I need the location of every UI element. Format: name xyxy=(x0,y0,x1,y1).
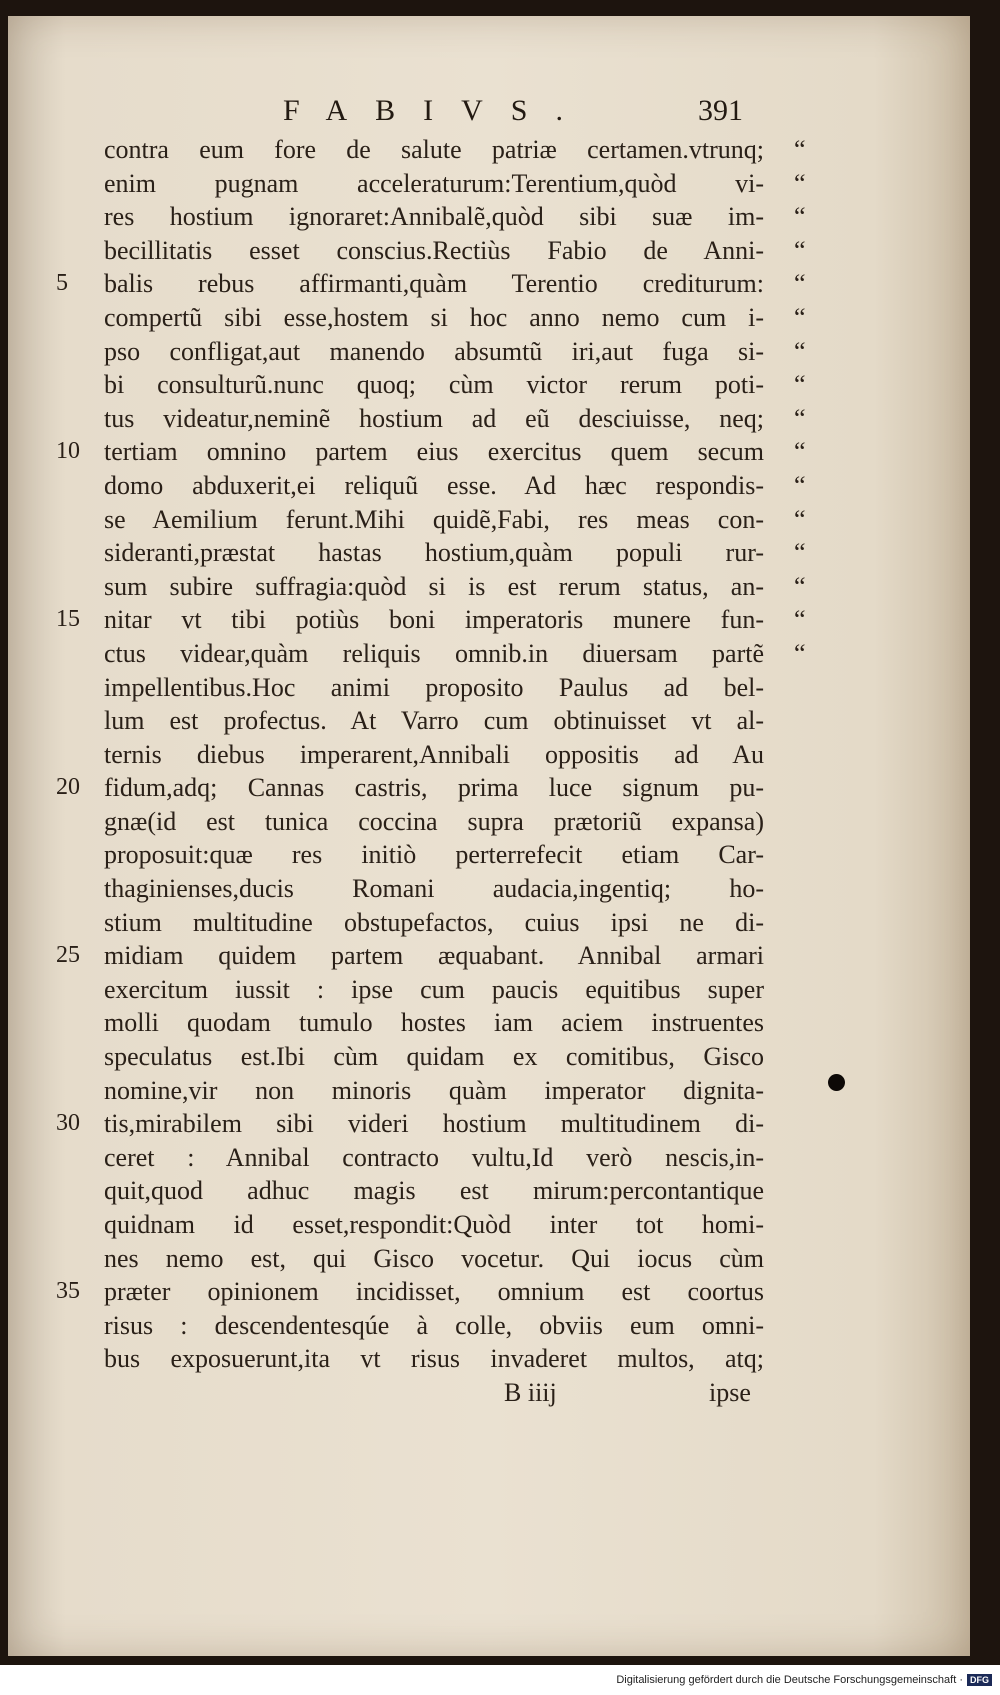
text-line xyxy=(104,200,806,234)
catchword: ipse xyxy=(709,1377,751,1407)
line-text: quidnam id esset,respondit:Quòd inter tot homi- xyxy=(104,1210,764,1239)
line-text: tis,mirabilem sibi videri hostium multitudinem di- xyxy=(104,1109,764,1139)
line-text: nomine,vir non minoris quàm imperator dignita- xyxy=(104,1075,764,1105)
text-line xyxy=(104,167,806,201)
line-text: speculatus est.Ibi cùm quidam ex comitibus, Gisco xyxy=(104,1042,764,1072)
line-text: sum subire suffragia:quòd si is est rerum status, an- xyxy=(104,571,764,601)
line-text: enim pugnam acceleraturum:Terentium,quòd vi- xyxy=(104,168,764,198)
text-line xyxy=(104,1040,764,1074)
text-line xyxy=(104,738,764,772)
line-text: molli quodam tumulo hostes iam aciem instruentes xyxy=(104,1008,764,1038)
line-text: becillitatis esset conscius.Rectiùs Fabio de Anni- xyxy=(104,235,764,265)
text-line xyxy=(104,335,806,369)
text-line xyxy=(104,805,764,839)
line-text: lum est profectus. At Varro cum obtinuisset vt al- xyxy=(104,706,764,736)
line-text: gnæ(id est tunica coccina supra prætoriũ expansa) xyxy=(104,806,764,836)
line-text: fidum,adq; Cannas castris, prima luce signum pu- xyxy=(104,773,764,803)
text-line xyxy=(104,1174,764,1208)
line-text: stium multitudine obstupefactos, cuius ipsi ne di- xyxy=(104,907,764,937)
book-page xyxy=(8,16,970,1656)
quotation-mark: “ xyxy=(794,470,806,500)
text-line xyxy=(104,872,764,906)
quotation-mark: “ xyxy=(794,538,806,568)
line-text: quit,quod adhuc magis est mirum:percontantique xyxy=(104,1176,764,1206)
line-number: 10 xyxy=(56,438,80,465)
line-text: res hostium ignoraret:Annibalẽ,quòd sibi suæ im- xyxy=(104,202,764,232)
line-text: contra eum fore de salute patriæ certamen.vtrunq; xyxy=(104,135,764,164)
quotation-mark: “ xyxy=(794,302,806,332)
dfg-logo: DFG xyxy=(967,1674,992,1686)
text-line xyxy=(104,973,764,1007)
text-line xyxy=(56,1107,764,1141)
line-text: nes nemo est, qui Gisco vocetur. Qui iocus cùm xyxy=(104,1243,764,1273)
quotation-mark: “ xyxy=(794,638,806,668)
quotation-mark: “ xyxy=(794,235,806,265)
line-text: domo abduxerit,ei reliquũ esse. Ad hæc respondis- xyxy=(104,470,764,500)
quotation-mark: “ xyxy=(794,135,806,164)
quotation-mark: “ xyxy=(794,269,806,299)
line-text: pso confligat,aut manendo absumtũ iri,aut fuga si- xyxy=(104,336,764,366)
text-line xyxy=(56,435,806,469)
line-text: thaginienses,ducis Romani audacia,ingentiq; ho- xyxy=(104,874,764,904)
line-text: exercitum iussit : ipse cum paucis equitibus super xyxy=(104,974,764,1004)
text-line xyxy=(104,1141,764,1175)
quotation-mark: “ xyxy=(794,168,806,198)
line-number: 20 xyxy=(56,774,80,801)
text-line xyxy=(104,133,806,167)
line-text: bus exposuerunt,ita vt risus invaderet multos, atq; xyxy=(104,1344,764,1374)
line-text: nitar vt tibi potiùs boni imperatoris munere fun- xyxy=(104,605,764,635)
line-number: 30 xyxy=(56,1110,80,1137)
line-text: tertiam omnino partem eius exercitus quem secum xyxy=(104,437,764,467)
page-number: 391 xyxy=(698,94,743,127)
catchword-line xyxy=(104,1376,764,1410)
text-line xyxy=(104,704,764,738)
line-text: proposuit:quæ res initiò perterrefecit etiam Car- xyxy=(104,840,764,870)
line-text: bi consulturũ.nunc quoq; cùm victor rerum poti- xyxy=(104,370,764,400)
quotation-mark: “ xyxy=(794,403,806,433)
line-number: 5 xyxy=(56,270,68,297)
text-block xyxy=(56,133,806,1410)
line-text: se Aemilium ferunt.Mihi quidẽ,Fabi, res meas con- xyxy=(104,504,764,534)
text-line xyxy=(104,1208,764,1242)
text-line xyxy=(104,503,806,537)
line-number: 35 xyxy=(56,1278,80,1305)
quotation-mark: “ xyxy=(794,202,806,232)
quotation-mark: “ xyxy=(794,605,806,635)
footer xyxy=(616,1674,992,1686)
text-line xyxy=(104,234,806,268)
text-line xyxy=(104,1074,764,1108)
quotation-mark: “ xyxy=(794,437,806,467)
text-line xyxy=(104,637,806,671)
text-line xyxy=(104,838,764,872)
quotation-mark: “ xyxy=(794,370,806,400)
text-line xyxy=(56,1275,764,1309)
text-line xyxy=(104,1006,764,1040)
text-line xyxy=(104,469,806,503)
line-text: midiam quidem partem æquabant. Annibal armari xyxy=(104,941,764,971)
text-line xyxy=(104,906,764,940)
text-line xyxy=(104,570,806,604)
quotation-mark: “ xyxy=(794,571,806,601)
text-line xyxy=(104,1242,764,1276)
line-text: impellentibus.Hoc animi proposito Paulus ad bel- xyxy=(104,672,764,702)
line-text: compertũ sibi esse,hostem si hoc anno nemo cum i- xyxy=(104,302,764,332)
line-text: risus : descendentesqúe à colle, obviis eum omni- xyxy=(104,1310,764,1340)
text-line xyxy=(104,368,806,402)
text-line xyxy=(104,402,806,436)
line-number: 25 xyxy=(56,942,80,969)
text-line xyxy=(56,603,806,637)
quotation-mark: “ xyxy=(794,504,806,534)
text-line xyxy=(56,939,764,973)
line-text: præter opinionem incidisset, omnium est coortus xyxy=(104,1277,764,1307)
line-number: 15 xyxy=(56,606,80,633)
signature-mark: B iiij xyxy=(504,1377,557,1407)
footer-text: Digitalisierung gefördert durch die Deutsche Forschungsgemeinschaft · xyxy=(616,1674,963,1686)
text-line xyxy=(104,1309,764,1343)
text-line xyxy=(104,671,764,705)
line-text: tus videatur,neminẽ hostium ad eũ desciuisse, neq; xyxy=(104,403,764,433)
line-text: sideranti,præstat hastas hostium,quàm populi rur- xyxy=(104,538,764,568)
text-line xyxy=(104,536,806,570)
ink-dot xyxy=(828,1074,845,1091)
text-line xyxy=(56,771,764,805)
quotation-mark: “ xyxy=(794,336,806,366)
line-text: ceret : Annibal contracto vultu,Id verò nescis,in- xyxy=(104,1142,764,1172)
text-line xyxy=(56,267,806,301)
line-text: ternis diebus imperarent,Annibali oppositis ad Au xyxy=(104,739,764,769)
text-line xyxy=(104,301,806,335)
text-line xyxy=(104,1342,764,1376)
running-header xyxy=(8,94,970,134)
header-title: FABIVS. xyxy=(283,94,591,127)
line-text: ctus videar,quàm reliquis omnib.in diuersam partẽ xyxy=(104,638,764,668)
line-text: balis rebus affirmanti,quàm Terentio crediturum: xyxy=(104,269,764,299)
